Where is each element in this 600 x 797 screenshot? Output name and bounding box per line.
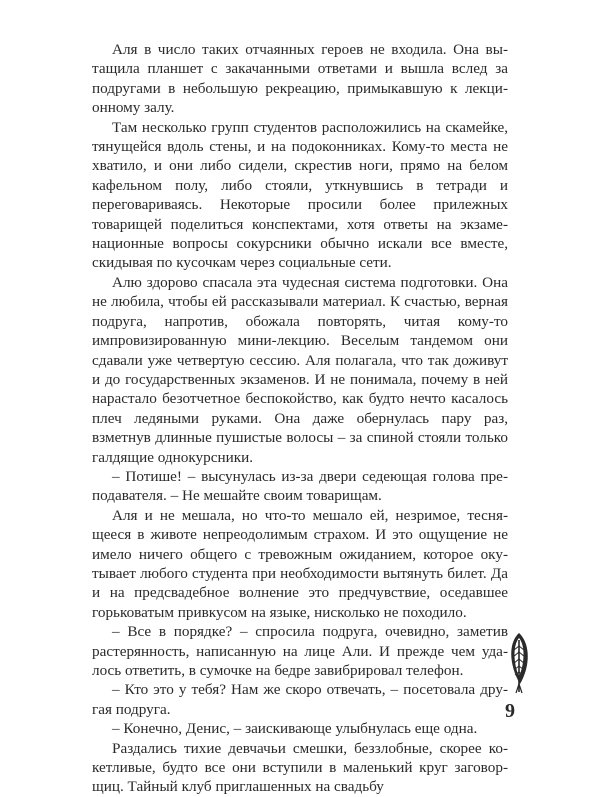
page-body — [92, 40, 508, 797]
paragraph-2: Там несколько групп студентов расположились на скамейке, тянущейся вдоль стены, и на подоконниках. Кому-то места не хватило, и они либо сидели, скрестив ноги, прямо на белом кафельном полу, либо стояли, уткнувшись в тетради и переговариваясь. Некоторые просили более прилежных товарищей поделиться конспектами, хотя ответы на экзаменационные вопросы сокурсники обычно искали все вместе, скидывая по кусочкам через социальные сети. — [92, 118, 508, 272]
paragraph-4: – Потише! – высунулась из-за двери седеющая голова преподавателя. – Не мешайте своим товарищам. — [92, 467, 508, 505]
page-number: 9 — [505, 700, 515, 722]
paragraph-6: – Все в порядке? – спросила подруга, очевидно, заметив растерянность, написанную на лице Али. И прежде чем удалось ответить, в сумочке на бедре завибрировал телефон. — [92, 623, 508, 679]
feather-icon — [503, 632, 535, 694]
paragraph-7: – Кто это у тебя? Нам же скоро отвечать, – посетовала другая подруга. — [92, 681, 508, 718]
paragraph-8: – Конечно, Денис, – заискивающе улыбнулась еще одна. — [112, 720, 478, 738]
paragraph-5: Аля и не мешала, но что-то мешало ей, незримое, теснящееся в животе непреодолимым страхом. И это ощущение не имело ничего общего с тревожным ожиданием, которое окутывает любого студента при необходимости вытянуть билет. Да и на предсвадебное волнение это предчувствие, оседавшее горьковатым привкусом на языке, нисколько не походило. — [92, 506, 508, 621]
paragraph-3: Алю здорово спасала эта чудесная система подготовки. Она не любила, чтобы ей рассказывали материал. К счастью, верная подруга, напротив, обожала повторять, читая кому-то импровизированную мини-лекцию. Веселым тандемом они сдавали уже четвертую сессию. Аля полагала, что так доживут и до государственных экзаменов. И не понимала, почему в ней нарастало безотчетное беспокойство, как будто нечто касалось плеч ледяными руками. Она даже обернулась пару раз, взметнув длинные пушистые волосы – за спиной стояли только галдящие однокурсники. — [92, 273, 508, 466]
paragraph-1: Аля в число таких отчаянных героев не входила. Она вытащила планшет с закачанными ответами и вышла вслед за подругами в небольшую рекреацию, примыкавшую к лекционному залу. — [92, 41, 508, 117]
paragraph-9: Раздались тихие девчачьи смешки, беззлобные, скорее кокетливые, будто все они вступили в маленький круг заговорщиц. Тайный клуб приглашенных на свадьбу — [92, 739, 508, 796]
